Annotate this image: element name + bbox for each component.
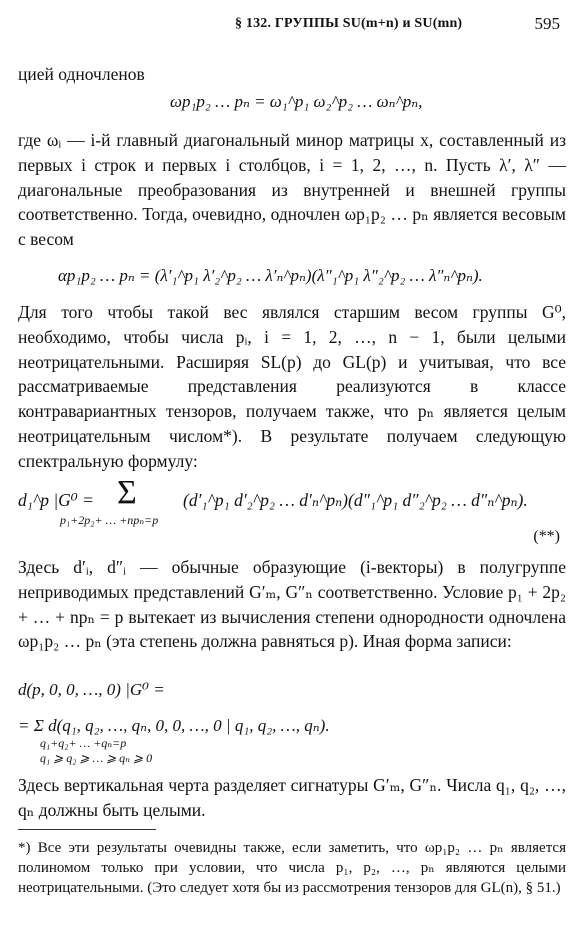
equation-alternative-rhs: = Σ d(q₁, q₂, …, qₙ, 0, 0, …, 0 | q₁, q₂, …, qₙ). xyxy=(18,716,330,735)
footnote-rule xyxy=(18,829,156,830)
equation-alternative-lhs: d(p, 0, 0, …, 0) |G⁰ = xyxy=(18,680,165,699)
intro-line: цией одночленов xyxy=(18,64,145,84)
summation-sign: Σ xyxy=(117,474,137,511)
paragraph-here: Здесь d′ᵢ, d″ᵢ — обычные образующие (i-векторы) в полугруппе неприводимых представлений G′ₘ, G″ₙ соответственно. Условие p₁ + 2p₂ + … + npₙ = p вытекает из вычисления степени однородности одночлена ωp₁p₂ … pₙ (эта степень должна равняться p). Иная форма записи: xyxy=(18,557,566,652)
equation-spectral-lhs: d₁^p |G⁰ = xyxy=(18,490,94,510)
footnote-text: *) Все эти результаты очевидны также, если заметить, что ωp₁p₂ … pₙ является полиномом только при условии, что числа p₁, p₂, …, pₙ являются целыми неотрицательными. (Это следует хотя бы из рассмотрения тензоров для GL(n), § 51.) xyxy=(18,840,566,896)
equation-label: (**) xyxy=(533,528,560,545)
equation-spectral-rhs: (d′₁^p₁ d′₂^p₂ … d′ₙ^pₙ)(d″₁^p₁ d″₂^p₂ … d″ₙ^pₙ). xyxy=(183,490,528,510)
paragraph-highest-weight: Для того чтобы такой вес являлся старшим весом группы G⁰, необходимо, чтобы числа pᵢ, i = 1, 2, …, n − 1, были целыми неотрицательными. Расширяя SL(p) до GL(p) и учитывая, что все рассматриваемые представления реализуются в классе контравариантных тензоров, получаем также, что pₙ является целым неотрицательным числом*). В результате получаем следующую спектральную формулу: xyxy=(18,302,566,471)
equation-alternative-range-1: q₁+q₂+ … +qₙ=p xyxy=(40,736,127,750)
equation-monomial: ωp₁p₂ … pₙ = ω₁^p₁ ω₂^p₂ … ωₙ^pₙ, xyxy=(170,92,423,111)
equation-alternative-range-2: q₁ ⩾ q₂ ⩾ … ⩾ qₙ ⩾ 0 xyxy=(40,751,153,765)
page-header xyxy=(0,16,580,38)
page-number: 595 xyxy=(534,14,560,33)
paragraph-final: Здесь вертикальная черта разделяет сигнатуры G′ₘ, G″ₙ. Числа q₁, q₂, …, qₙ должны быть целыми. xyxy=(18,775,566,820)
equation-spectral-sum-range: p₁+2p₂+ … +npₙ=p xyxy=(60,513,159,527)
running-head: § 132. ГРУППЫ SU(m+n) и SU(mn) xyxy=(235,16,463,31)
paragraph-where: где ωᵢ — i-й главный диагональный минор матрицы x, составленный из первых i строк и первых i столбцов, i = 1, 2, …, n. Пусть λ′, λ″ — диагональные преобразования из внутренней и внешней группы соответственно. Тогда, очевидно, одночлен ωp₁p₂ … pₙ является весовым с весом xyxy=(18,130,566,250)
equation-weight: αp₁p₂ … pₙ = (λ′₁^p₁ λ′₂^p₂ … λ′ₙ^pₙ)(λ″₁^p₁ λ″₂^p₂ … λ″ₙ^pₙ). xyxy=(58,266,483,285)
